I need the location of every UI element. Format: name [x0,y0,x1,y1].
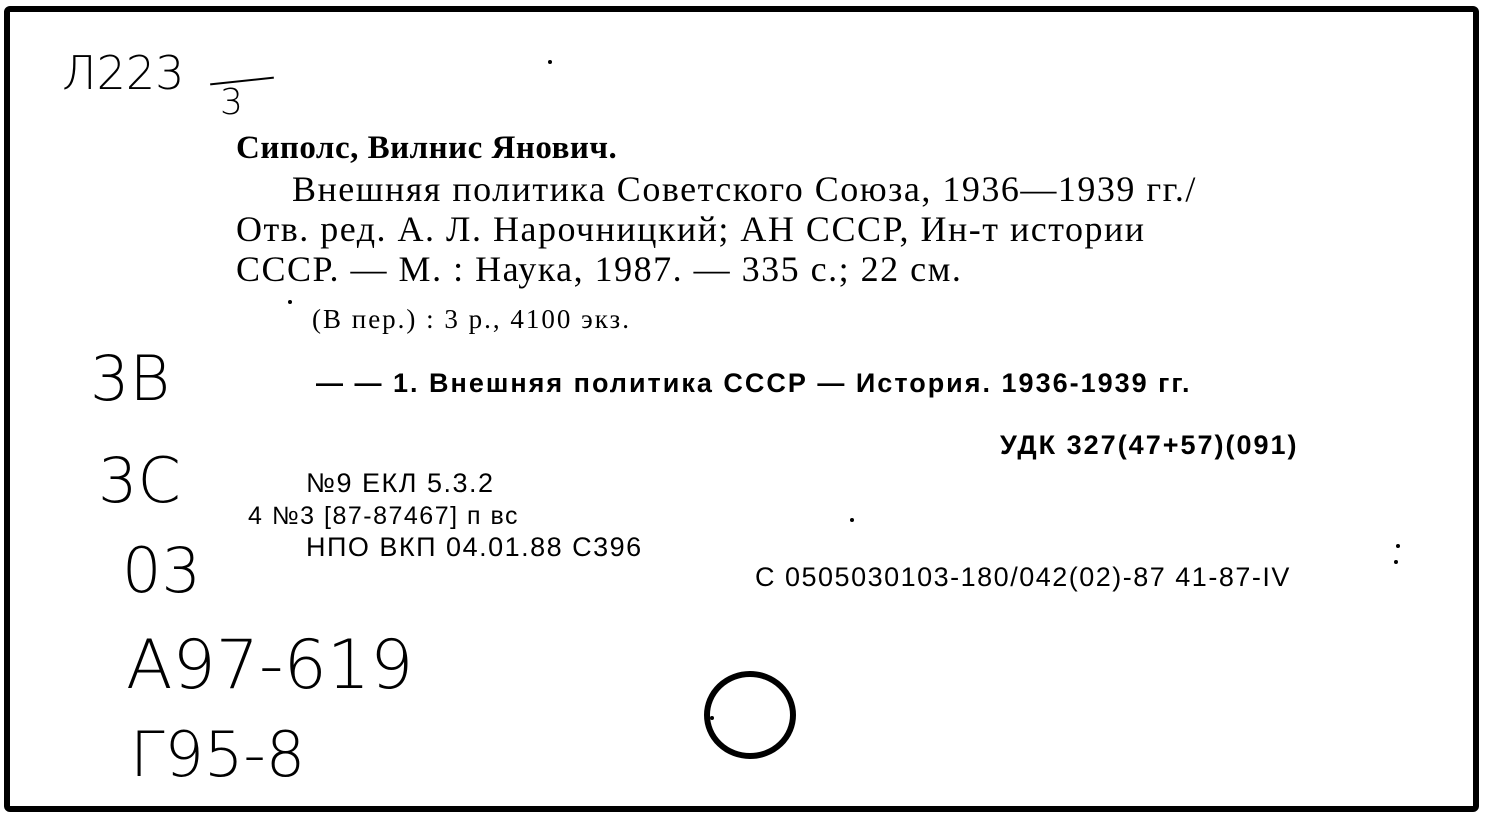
scan-speck [1396,544,1400,548]
order-line: 4 №3 [87-87467] п вс [248,502,519,530]
catalog-card [4,6,1479,812]
ekl-line: №9 ЕКЛ 5.3.2 [306,468,495,498]
title-line-1: Внешняя политика Советского Союза, 1936—1939 гг./ [292,169,1197,209]
call-number: Л223 [62,46,185,100]
punch-hole-icon [700,666,800,766]
udk-code: УДК 327(47+57)(091) [1000,430,1299,460]
author-heading: Сиполс, Вилнис Янович. [236,130,618,166]
handwritten-mark-2: 3С [98,444,181,517]
scan-speck [710,716,714,720]
scan-speck [1394,560,1398,564]
handwritten-mark-4: А97-619 [126,626,414,705]
handwritten-mark-1: 3В [90,342,171,415]
classification-code: С 0505030103-180/042(02)-87 41-87-IV [755,562,1291,592]
npo-line: НПО ВКП 04.01.88 С396 [306,532,643,562]
scan-speck [548,60,552,64]
title-line-2: Отв. ред. А. Л. Нарочницкий; АН СССР, Ин-т истории [236,209,1146,249]
price-line: (В пер.) : 3 р., 4100 экз. [312,304,631,334]
scan-speck [850,518,854,522]
scan-speck [288,300,292,304]
title-line-3: СССР. — М. : Наука, 1987. — 335 с.; 22 см. [236,249,963,289]
call-number-sub: 3 [220,82,243,123]
handwritten-mark-3: 03 [122,534,201,607]
subject-heading: — — 1. Внешняя политика СССР — История. 1936-1939 гг. [316,368,1192,398]
handwritten-mark-5: Г95-8 [130,718,306,791]
